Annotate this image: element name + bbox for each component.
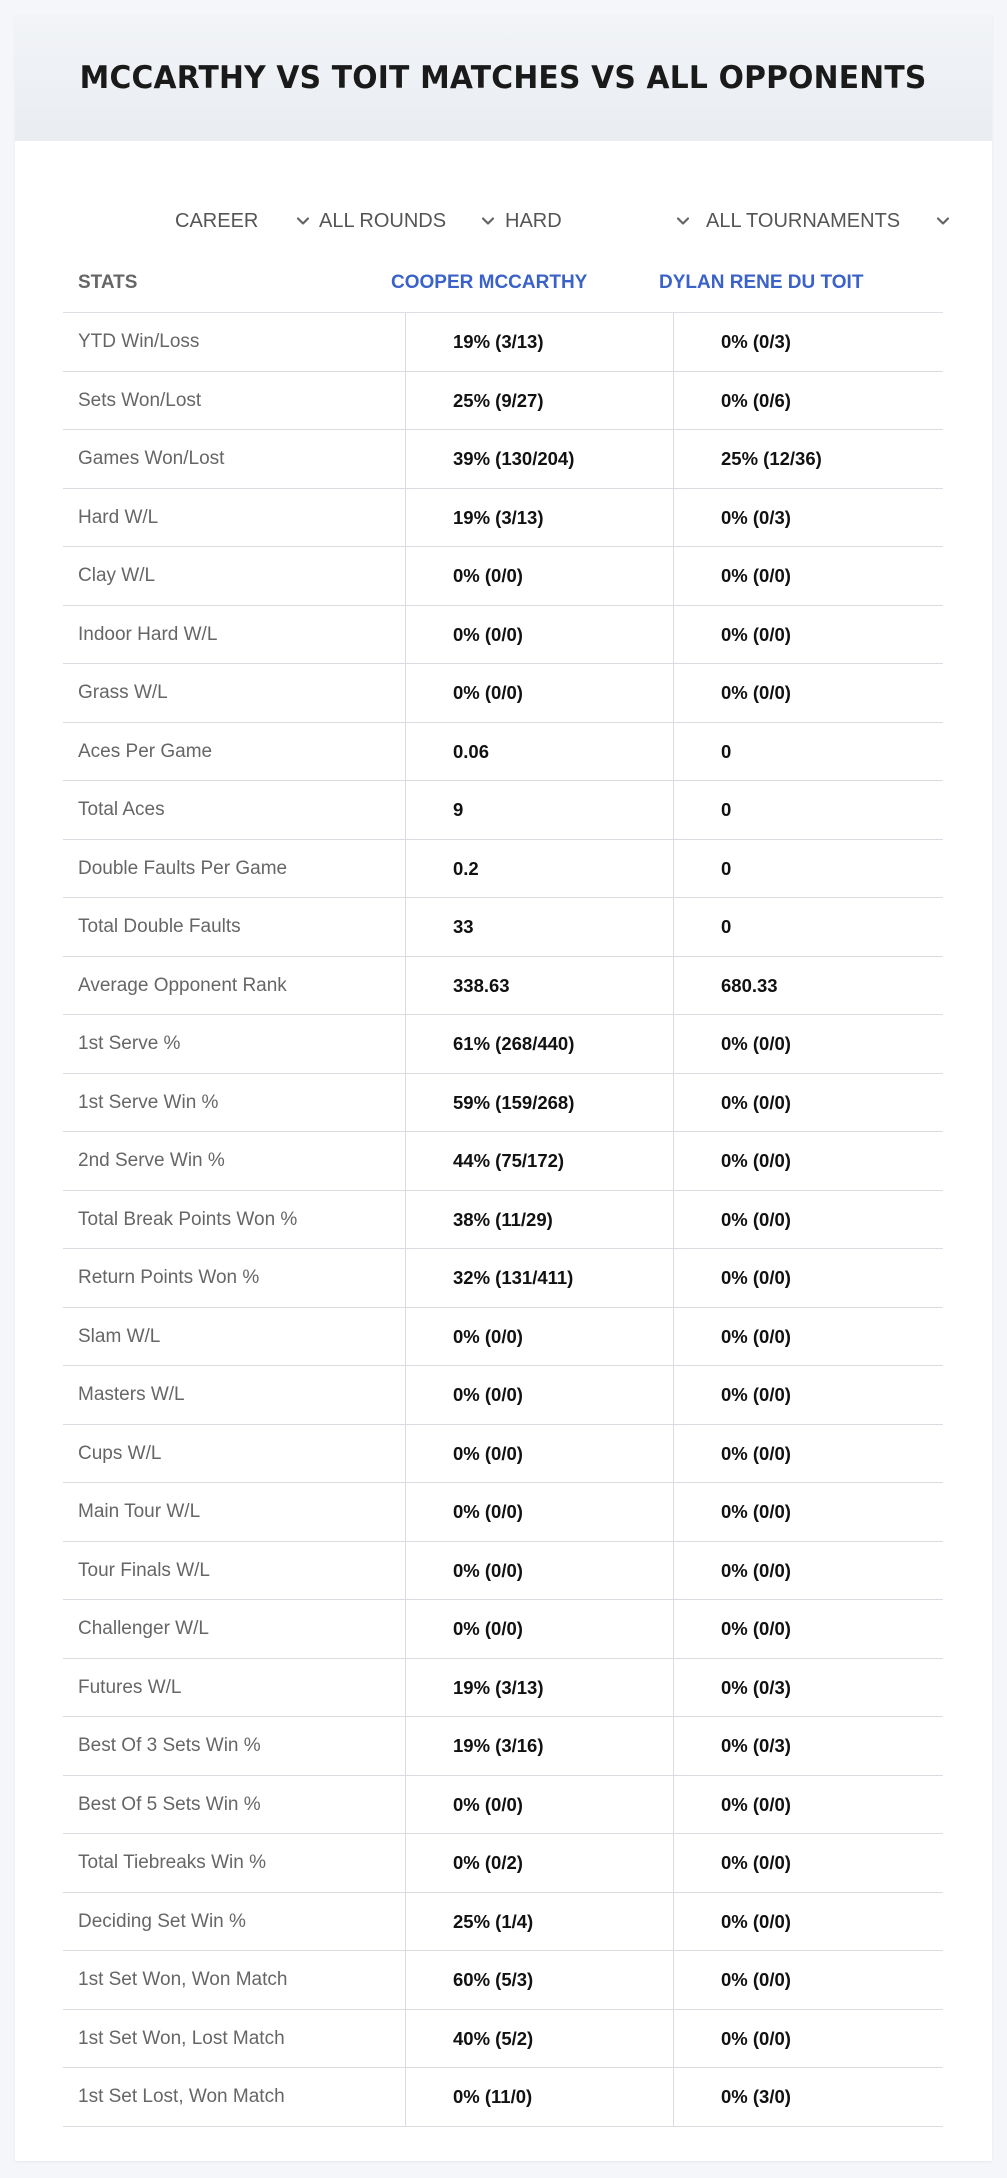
- table-row: [63, 1542, 943, 1601]
- stat-label: YTD Win/Loss: [78, 331, 200, 352]
- player2-stat-value: 0% (0/3): [721, 1676, 791, 1698]
- stat-label: Total Aces: [78, 799, 165, 820]
- page-title: MCCARTHY VS TOIT MATCHES VS ALL OPPONENTS: [80, 60, 927, 96]
- stat-label: 1st Set Lost, Won Match: [78, 2086, 285, 2107]
- player2-stat-value: 0% (0/0): [721, 1618, 791, 1639]
- table-row: [63, 1893, 943, 1952]
- column-divider: [673, 2010, 674, 2069]
- table-row: [63, 1249, 943, 1308]
- player2-stat-value: 25% (12/36): [721, 448, 822, 469]
- player1-stat-value: 0% (0/0): [453, 1384, 523, 1405]
- table-row: [63, 606, 943, 665]
- stat-label: Clay W/L: [78, 565, 156, 586]
- player2-stat-value: 0% (0/3): [721, 331, 791, 352]
- table-body: [63, 313, 943, 2127]
- stat-label: Cups W/L: [78, 1442, 162, 1464]
- player2-stat-value: 0% (0/0): [721, 1910, 791, 1932]
- player2-stat-value: 0% (0/0): [721, 1969, 791, 1990]
- player1-stat-value: 61% (268/440): [453, 1033, 575, 1054]
- stat-label: 1st Set Won, Won Match: [78, 1969, 288, 1990]
- player1-stat-value: 0% (0/0): [453, 682, 523, 703]
- player2-stat-value: 0% (3/0): [721, 2086, 791, 2107]
- filter-tournament-select[interactable]: [706, 201, 958, 241]
- table-row: [63, 372, 943, 431]
- player1-stat-value: 39% (130/204): [453, 448, 575, 469]
- stat-label: Total Break Points Won %: [78, 1208, 298, 1230]
- table-row: [63, 1132, 943, 1191]
- column-divider: [673, 547, 674, 606]
- column-divider: [405, 547, 406, 606]
- chevron-down-icon: [935, 213, 951, 229]
- player1-stat-value: 0% (0/0): [453, 565, 523, 586]
- column-divider: [673, 1951, 674, 2010]
- player1-stat-value: 25% (1/4): [453, 1910, 534, 1932]
- column-divider: [405, 2010, 406, 2069]
- table-row: [63, 489, 943, 548]
- player2-stat-value: 0% (0/0): [721, 2027, 791, 2049]
- player1-stat-value: 0% (0/0): [453, 623, 523, 645]
- player2-stat-value: 0% (0/6): [721, 389, 791, 411]
- table-row: [63, 1366, 943, 1425]
- filter-round-value: ALL ROUNDS: [319, 209, 447, 232]
- stat-label: Games Won/Lost: [78, 448, 225, 469]
- player2-stat-value: 0% (0/0): [721, 1150, 791, 1171]
- column-divider: [673, 1600, 674, 1659]
- player2-stat-value: 0% (0/0): [721, 1033, 791, 1054]
- table-row: [63, 1717, 943, 1776]
- column-divider: [673, 1893, 674, 1952]
- player1-stat-value: 0% (0/2): [453, 1852, 523, 1873]
- column-divider: [405, 1132, 406, 1191]
- column-divider: [405, 430, 406, 489]
- player1-stat-value: 19% (3/13): [453, 1676, 544, 1698]
- table-row: [63, 664, 943, 723]
- player2-stat-value: 0: [721, 916, 732, 937]
- chevron-down-icon: [480, 213, 496, 229]
- filter-bar: [15, 201, 992, 241]
- stat-label: Total Double Faults: [78, 916, 241, 937]
- stat-label: Tour Finals W/L: [78, 1559, 210, 1581]
- stat-label: Slam W/L: [78, 1325, 161, 1347]
- stat-label: 1st Serve %: [78, 1033, 181, 1054]
- column-header-player2[interactable]: DYLAN RENE DU TOIT: [659, 272, 864, 293]
- player2-stat-value: 0% (0/0): [721, 565, 791, 586]
- chevron-down-icon: [675, 213, 691, 229]
- column-divider: [673, 1834, 674, 1893]
- column-divider: [405, 957, 406, 1016]
- table-row: [63, 1074, 943, 1133]
- chevron-down-icon: [295, 213, 311, 229]
- column-divider: [673, 898, 674, 957]
- stat-label: Hard W/L: [78, 506, 159, 528]
- player1-stat-value: 44% (75/172): [453, 1150, 565, 1171]
- column-divider: [673, 1425, 674, 1484]
- stats-table: [63, 253, 943, 2127]
- table-row: [63, 1951, 943, 2010]
- column-divider: [673, 313, 674, 372]
- column-divider: [405, 898, 406, 957]
- player1-stat-value: 0.2: [453, 857, 479, 879]
- filter-surface-value: HARD: [505, 209, 562, 232]
- player2-stat-value: 680.33: [721, 974, 778, 996]
- column-divider: [673, 606, 674, 665]
- column-divider: [405, 1366, 406, 1425]
- player2-stat-value: 0% (0/0): [721, 1501, 791, 1522]
- player1-stat-value: 40% (5/2): [453, 2027, 534, 2049]
- player2-stat-value: 0% (0/0): [721, 1325, 791, 1347]
- player1-stat-value: 59% (159/268): [453, 1091, 575, 1113]
- player2-stat-value: 0% (0/0): [721, 1559, 791, 1581]
- player1-stat-value: 0.06: [453, 740, 490, 762]
- column-divider: [673, 372, 674, 431]
- player2-stat-value: 0: [721, 740, 732, 762]
- column-divider: [405, 1951, 406, 2010]
- column-divider: [405, 723, 406, 782]
- column-divider: [673, 1308, 674, 1367]
- table-row: [63, 430, 943, 489]
- player1-stat-value: 0% (0/0): [453, 1442, 523, 1464]
- table-row: [63, 1776, 943, 1835]
- player1-stat-value: 0% (0/0): [453, 1618, 523, 1639]
- column-divider: [405, 1308, 406, 1367]
- column-divider: [405, 1074, 406, 1133]
- player1-stat-value: 60% (5/3): [453, 1969, 534, 1990]
- column-divider: [405, 664, 406, 723]
- column-divider: [405, 1542, 406, 1601]
- column-divider: [405, 1015, 406, 1074]
- table-header: [63, 253, 943, 313]
- table-row: [63, 2010, 943, 2069]
- stat-label: Sets Won/Lost: [78, 389, 202, 411]
- stat-label: Main Tour W/L: [78, 1501, 201, 1522]
- stat-label: 2nd Serve Win %: [78, 1150, 225, 1171]
- column-divider: [673, 1542, 674, 1601]
- column-divider: [673, 1249, 674, 1308]
- player1-stat-value: 0% (0/0): [453, 1325, 523, 1347]
- player1-stat-value: 338.63: [453, 974, 510, 996]
- column-divider: [405, 1776, 406, 1835]
- stat-label: Indoor Hard W/L: [78, 623, 218, 645]
- table-row: [63, 957, 943, 1016]
- column-divider: [405, 1659, 406, 1718]
- player2-stat-value: 0% (0/3): [721, 1735, 791, 1756]
- table-row: [63, 840, 943, 899]
- filter-tournament-value: ALL TOURNAMENTS: [706, 209, 901, 232]
- player1-stat-value: 32% (131/411): [453, 1267, 574, 1288]
- stat-label: Return Points Won %: [78, 1267, 260, 1288]
- player2-stat-value: 0% (0/0): [721, 1091, 791, 1113]
- player1-stat-value: 0% (11/0): [453, 2086, 533, 2107]
- table-row: [63, 1659, 943, 1718]
- stat-label: Total Tiebreaks Win %: [78, 1852, 266, 1873]
- column-divider: [405, 313, 406, 372]
- player2-stat-value: 0: [721, 857, 732, 879]
- player1-stat-value: 25% (9/27): [453, 389, 544, 411]
- column-divider: [405, 1834, 406, 1893]
- column-divider: [405, 840, 406, 899]
- column-divider: [673, 1074, 674, 1133]
- player2-stat-value: 0% (0/0): [721, 1267, 791, 1288]
- column-divider: [673, 781, 674, 840]
- stat-label: Aces Per Game: [78, 740, 213, 762]
- filter-period-select[interactable]: [175, 201, 315, 241]
- player2-stat-value: 0% (0/0): [721, 1852, 791, 1873]
- stat-label: Best Of 3 Sets Win %: [78, 1735, 261, 1756]
- stat-label: 1st Serve Win %: [78, 1091, 219, 1113]
- stat-label: Masters W/L: [78, 1384, 185, 1405]
- column-divider: [405, 1249, 406, 1308]
- column-divider: [673, 2068, 674, 2127]
- player1-stat-value: 33: [453, 916, 474, 937]
- filter-round-select[interactable]: [319, 201, 504, 241]
- player2-stat-value: 0% (0/0): [721, 623, 791, 645]
- player1-stat-value: 19% (3/13): [453, 331, 544, 352]
- player2-stat-value: 0% (0/0): [721, 1442, 791, 1464]
- table-row: [63, 1834, 943, 1893]
- column-divider: [405, 2068, 406, 2127]
- player2-stat-value: 0% (0/0): [721, 682, 791, 703]
- stat-label: Average Opponent Rank: [78, 974, 287, 996]
- column-divider: [405, 1191, 406, 1250]
- column-divider: [673, 430, 674, 489]
- column-divider: [673, 1717, 674, 1776]
- table-row: [63, 1600, 943, 1659]
- column-divider: [405, 1600, 406, 1659]
- column-divider: [673, 840, 674, 899]
- table-row: [63, 1425, 943, 1484]
- column-header-player1[interactable]: COOPER MCCARTHY: [391, 272, 588, 293]
- column-divider: [405, 1483, 406, 1542]
- player1-stat-value: 19% (3/16): [453, 1735, 544, 1756]
- table-row: [63, 781, 943, 840]
- player2-stat-value: 0% (0/0): [721, 1384, 791, 1405]
- table-row: [63, 898, 943, 957]
- stat-label: Futures W/L: [78, 1676, 182, 1698]
- player1-stat-value: 0% (0/0): [453, 1501, 523, 1522]
- column-divider: [405, 372, 406, 431]
- column-divider: [405, 1893, 406, 1952]
- table-row: [63, 2068, 943, 2127]
- table-row: [63, 1308, 943, 1367]
- column-divider: [405, 606, 406, 665]
- column-divider: [673, 1132, 674, 1191]
- stat-label: Deciding Set Win %: [78, 1910, 246, 1932]
- filter-surface-select[interactable]: [505, 201, 705, 241]
- player1-stat-value: 0% (0/0): [453, 1793, 523, 1815]
- column-divider: [673, 489, 674, 548]
- stat-label: Grass W/L: [78, 682, 168, 703]
- table-row: [63, 313, 943, 372]
- table-row: [63, 1015, 943, 1074]
- player1-stat-value: 38% (11/29): [453, 1208, 553, 1230]
- player2-stat-value: 0% (0/0): [721, 1208, 791, 1230]
- stats-card: [15, 15, 992, 2161]
- player2-stat-value: 0% (0/0): [721, 1793, 791, 1815]
- stat-label: Challenger W/L: [78, 1618, 209, 1639]
- column-divider: [673, 664, 674, 723]
- column-divider: [405, 781, 406, 840]
- stat-label: 1st Set Won, Lost Match: [78, 2027, 285, 2049]
- player1-stat-value: 9: [453, 799, 464, 820]
- column-divider: [673, 957, 674, 1016]
- page-header: [15, 15, 992, 141]
- column-divider: [673, 1015, 674, 1074]
- player2-stat-value: 0: [721, 799, 732, 820]
- column-divider: [405, 1425, 406, 1484]
- column-header-stats: STATS: [78, 272, 138, 293]
- table-row: [63, 723, 943, 782]
- player1-stat-value: 0% (0/0): [453, 1559, 523, 1581]
- table-row: [63, 1483, 943, 1542]
- table-row: [63, 547, 943, 606]
- stat-label: Best Of 5 Sets Win %: [78, 1793, 261, 1815]
- player2-stat-value: 0% (0/3): [721, 506, 791, 528]
- column-divider: [405, 489, 406, 548]
- column-divider: [673, 1191, 674, 1250]
- column-divider: [673, 1659, 674, 1718]
- column-divider: [405, 1717, 406, 1776]
- player1-stat-value: 19% (3/13): [453, 506, 544, 528]
- column-divider: [673, 723, 674, 782]
- table-row: [63, 1191, 943, 1250]
- column-divider: [673, 1776, 674, 1835]
- filter-period-value: CAREER: [175, 209, 259, 232]
- column-divider: [673, 1366, 674, 1425]
- stat-label: Double Faults Per Game: [78, 857, 288, 879]
- column-divider: [673, 1483, 674, 1542]
